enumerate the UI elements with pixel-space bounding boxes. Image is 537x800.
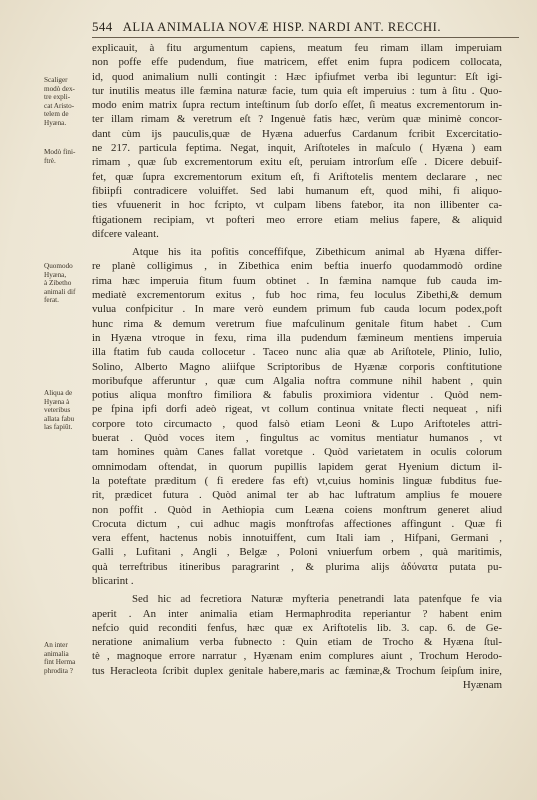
text-line: la poteftate præditum ( fi eredere fas eft) vt,cuius hominis linguæ fubditus fue- — [92, 474, 502, 487]
text-line: tè , magnoque errore narratur , Hyænam enim complures aiunt , Trochum Herodo- — [92, 650, 502, 663]
text-line: difcere valeant. — [92, 227, 159, 240]
text-line: modo enim matrix ſupra rectum inteſtinum ſub dorſo eſſet, ſi meatus excrementorum in- — [92, 99, 502, 112]
margin-note-line: animalia — [44, 649, 69, 658]
text-line: vulua confpicitur . In mare verò eundem primum fub cauda locum podex,poft — [92, 303, 502, 316]
text-line: tur inutilis meatus ille fæmina naturæ facie, tum quia eſt imperuius : tum à ſitu . Quo- — [92, 84, 502, 97]
text-line: Hyænam — [462, 679, 502, 692]
text-line: quà terreftribus itineribus paragrarint , & plurima alijs ἀδύνατα putata pu- — [92, 560, 502, 573]
text-line: rima hæc imperuia fitum fuum obtinet . In fæmina namque fub cauda im- — [92, 274, 502, 287]
text-line: fibiipfi contradicere voluiffet. Sed labi humanum eft, quod mihi, fi aliquo- — [92, 184, 502, 197]
text-line: rimam , quæ ſub excrementorum exitu eſt, peruiam introrſum eſſe . Dicere debuif- — [92, 156, 502, 169]
text-line: moribufque afferuntur , quæ cum Algalia noftra commune nihil habent , quin — [92, 374, 502, 387]
text-line: corpore toto circumacto , quod falsò etiam Leoni & Lupo Ariftoteles attri- — [92, 417, 502, 430]
text-line: ne 217. particula feptima. Negat, inquit, Ariſtoteles in maſculo ( Hyæna ) eam — [92, 142, 502, 155]
text-line: hunc rima & demum veretrum fiue mafculinum genitale fitum habet . Cum — [92, 317, 502, 330]
margin-note-aliqua — [44, 389, 94, 432]
margin-note-line: allata fabu — [44, 414, 75, 423]
margin-note-an-inter — [44, 641, 94, 675]
text-line: neratione animalium verba fubnecto : Quin etiam de Trocho & Hyæna ſtul- — [92, 636, 502, 649]
text-line: aperit . An inter animalia etiam Hermaphrodita reperiantur ? habent enim — [92, 607, 502, 620]
text-line: tus Heracleota ſcribit duplex genitale habere,maris ac fæminæ,& Trochum ſeipſum inire, — [92, 664, 502, 677]
text-line: potius aliqua monftro fimiliora & fabulis proximiora videntur . Quòd nem- — [92, 389, 502, 402]
margin-note-line: Hyæna à — [44, 397, 70, 406]
text-line: Crocuta dictum , cui adhuc magis monftrofas affectiones affingunt . Quæ fi — [92, 517, 502, 530]
margin-note-line: phrodita ? — [44, 666, 73, 675]
text-line: Galli , Lufitani , Angli , Belgæ , Poloni vniuerfum orbem , quà maritimis, — [92, 546, 502, 559]
margin-note-line: Quomodo — [44, 262, 73, 270]
margin-note-line: Scaliger — [44, 76, 68, 84]
text-line: nefcio quid reconditi fenfus, hæc quæ ex Ariftotelis lib. 3. cap. 6. de Ge- — [92, 621, 502, 634]
margin-note-line: Hyæna. — [44, 118, 67, 127]
text-line: buerat . Quòd voces item , fingultus ac vomitus mentiatur humanos , vt — [92, 432, 502, 445]
margin-note-line: ferat. — [44, 296, 59, 305]
text-line: tam homines quàm Canes fallat voretque . Quòd varietatem in oculis colorum — [92, 446, 502, 459]
margin-note-scaliger — [44, 76, 94, 128]
running-title: ALIA ANIMALIA NOVÆ HISP. NARDI ANT. RECCHI. — [122, 20, 442, 34]
margin-note-line: cat Aristo- — [44, 101, 75, 110]
text-line: Atque his ita pofitis conceffifque, Zibethicum animal ab Hyæna differ- — [132, 246, 502, 259]
text-line: mediatè excrementorum exitus , fub hoc rima, feu loculus Zibethi,& demum — [92, 289, 502, 302]
text-line: ftigationem recipiam, vt pofteri meo errore etiam melius fapere, & aliquid — [92, 213, 502, 226]
text-line: id, quod animalium nulli contingit : Hæc ipfiufmet verba ibi leguntur: Eſt igi- — [92, 70, 502, 83]
margin-note-line: Hyæna, — [44, 270, 67, 279]
text-line: non poffit . Quòd in Aethiopia cum Leæna coiens monftrum generet aliud — [92, 503, 502, 516]
margin-note-line: las fapiūt. — [44, 423, 73, 432]
text-line: re planè colligimus , in Zibethica enim beftia inuerfo quodammodò ordine — [92, 260, 502, 273]
text-line: in Hyæna vtroque in fexu, rima illa pudendum fæmineum mentiens imperuia — [92, 331, 502, 344]
text-line: omnimodam oftendat, in quorum pupillis lapidem gerat Hyenium dictum il- — [92, 460, 502, 473]
margin-note-line: veteribus — [44, 406, 71, 415]
margin-note-line: telem de — [44, 110, 69, 119]
text-line: ter illam rimam & veretrum eſt ? Ingenuè fatis hæc, verùm quæ minimè concor- — [92, 113, 502, 126]
margin-note-line: Aliqua de — [44, 389, 73, 397]
margin-note-line: à Zibetho — [44, 279, 72, 288]
page-number: 544 — [92, 19, 113, 34]
margin-note-line: Modò fini- — [44, 148, 76, 156]
running-header — [92, 19, 519, 35]
margin-note-quomodo — [44, 262, 94, 305]
text-line: Sed hic ad fecretiora Naturæ myfteria penetrandi lata patenfque fe via — [132, 593, 502, 606]
text-line: illa ftatim fub cauda collocetur . Taceo nunc alia quæ ab Ariſtotele, Plinio, Iulio, — [92, 346, 502, 359]
text-line: ties vfuuenerit in hoc fcripto, vt culpam libens fatebor, ita non illibenter ca- — [92, 199, 502, 212]
text-line: explicauit, à fitu argumentum capiens, meatum feu rimam illam imperuiam — [92, 42, 502, 54]
text-line: non poffe effe pudendum, fiue matricem, effet enim fupra podicem collocata, — [92, 56, 502, 69]
margin-note-line: fint Herma — [44, 658, 76, 667]
text-line: pe fpina ipfi dorfi adeò rigeat, vt collum continua vnitate flecti nequeat , nifi — [92, 403, 502, 416]
margin-note-line: animali dif — [44, 287, 76, 296]
text-line: blicarint . — [92, 574, 134, 587]
text-line: dant cùm ijs pauculis,quæ de Hyæna aduerfus Cardanum fcribit Excercitatio- — [92, 127, 502, 140]
text-line: rit, prædicet futura . Quòd animal ter ab hac luftratum amplius fe mouere — [92, 489, 502, 502]
margin-note-line: tre expli- — [44, 93, 71, 102]
text-line: Solino, Alberto Magno aliifque Scriptoribus de Hyænæ corporis conftitutione — [92, 360, 502, 373]
header-rule — [92, 37, 519, 38]
margin-note-modo — [44, 148, 94, 165]
margin-note-line: modò dex- — [44, 84, 75, 93]
body-text — [92, 41, 502, 692]
text-line: vera effent, hactenus nobis innotuiffent, cum Itali iam , Hifpani, Germani , — [92, 532, 502, 545]
text-line: fet, quæ ſupra excrementorum exitum eſt, fi Ariftotelis mentem declarare , nec — [92, 170, 502, 183]
margin-note-line: ftrè. — [44, 156, 56, 165]
margin-note-line: An inter — [44, 641, 68, 649]
